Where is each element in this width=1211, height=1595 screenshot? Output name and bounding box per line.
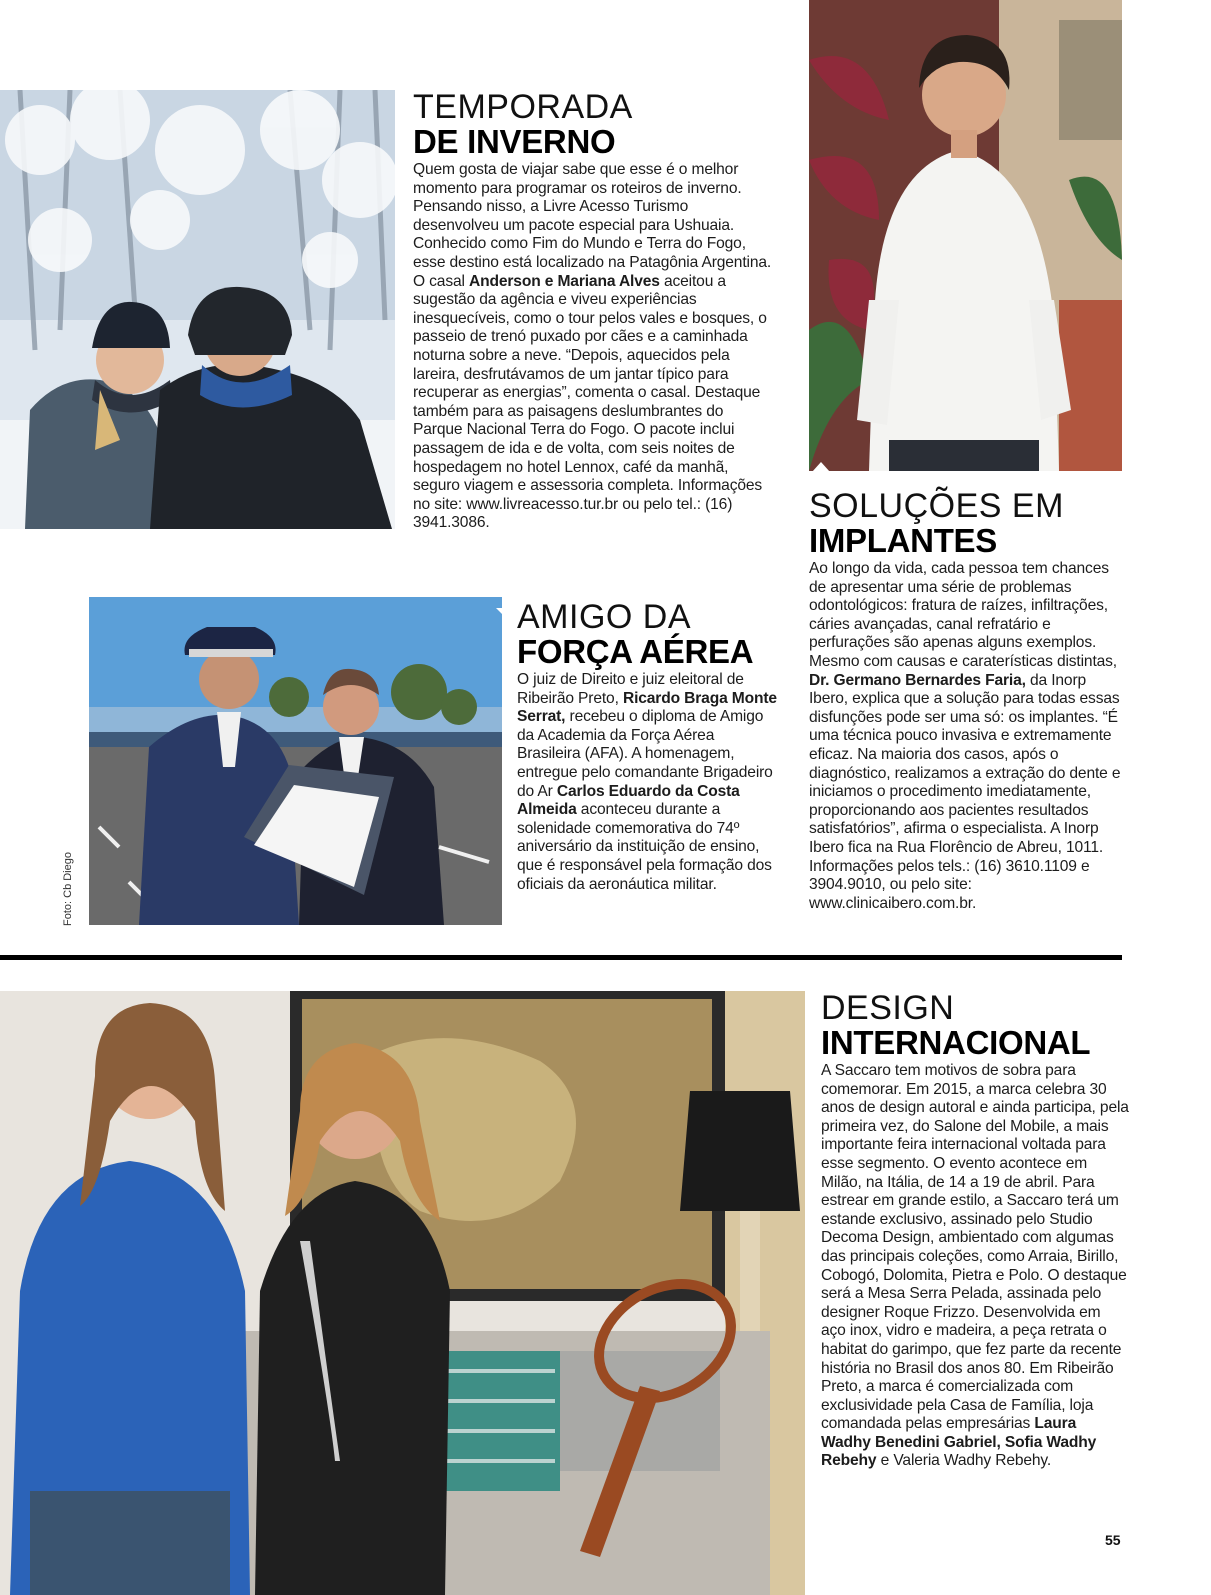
section-divider xyxy=(0,955,1122,960)
article-kicker: TEMPORADA xyxy=(413,88,633,126)
article-temporada-de-inverno xyxy=(413,90,773,533)
photo-credit: Foto: Cb Diego xyxy=(62,852,74,926)
article-solucoes-em-implantes xyxy=(809,489,1129,913)
caption-pointer xyxy=(486,608,506,618)
winter-couple-photo xyxy=(0,90,395,529)
article-kicker: SOLUÇÕES EM xyxy=(809,487,1064,525)
article-headline: IMPLANTES xyxy=(809,522,997,559)
caption-pointer xyxy=(812,462,830,472)
air-force-ceremony-photo xyxy=(89,597,502,925)
dentist-portrait-photo xyxy=(809,0,1122,471)
saccaro-showroom-photo xyxy=(0,991,805,1595)
article-body: Quem gosta de viajar sabe que esse é o melhor momento para programar os roteiros de inverno. Pensando nisso, a Livre Acesso Turismo desenvolveu um pacote especial para Ushuaia. Conhecido como Fim do Mundo e Terra do Fogo, esse destino está localizado na Patagônia Argentina. O casal Anderson e Mariana Alves aceitou a sugestão da agência e viveu experiências inesquecíveis, como o tour pelos vales e bosques, o passeio de trenó puxado por cães e a caminhada noturna sobre a neve. “Depois, aquecidos pela lareira, desfrutávamos de um jantar típico para recuperar as energias”, comenta o casal. Destaque também para as paisagens deslumbrantes do Parque Nacional Terra do Fogo. O pacote inclui passagem de ida e de volta, com seis noites de hospedagem no hotel Lennox, café da manhã, seguro viagem e assessoria completa. Informações no site: www.livreacesso.tur.br ou pelo tel.: (16) 3941.3086. xyxy=(413,161,772,532)
article-design-internacional xyxy=(821,991,1129,1471)
article-headline: INTERNACIONAL xyxy=(821,1024,1091,1061)
article-headline: DE INVERNO xyxy=(413,123,616,160)
article-kicker: AMIGO DA xyxy=(517,598,692,636)
article-body: Ao longo da vida, cada pessoa tem chances de apresentar uma série de problemas odontológicos: fratura de raízes, infiltrações, cáries avançadas, canal refratário e perfurações são apenas alguns exemplos. Mesmo com causas e caraterísticas distintas, Dr. Germano Bernardes Faria, da Inorp Ibero, explica que a solução para todas essas disfunções pode ser uma só: os implantes. “É uma técnica pouco invasiva e extremamente eficaz. Na maioria dos casos, após o diagnóstico, realizamos a extração do dente e iniciamos o procedimento imediatamente, proporcionando aos pacientes resultados satisfatórios”, afirma o especialista. A Inorp Ibero fica na Rua Florêncio de Abreu, 1011. Informações pelos tels.: (16) 3610.1109 e 3904.9010, ou pelo site: www.clinicaibero.com.br. xyxy=(809,560,1121,912)
article-amigo-da-forca-aerea xyxy=(517,600,779,894)
article-body: O juiz de Direito e juiz eleitoral de Ribeirão Preto, Ricardo Braga Monte Serrat, recebeu o diploma de Amigo da Academia da Força Aérea Brasileira (AFA). A homenagem, entregue pelo comandante Brigadeiro do Ar Carlos Eduardo da Costa Almeida aconteceu durante a solenidade comemorativa do 74º aniversário da instituição de ensino, que é responsável pela formação dos oficiais da aeronáutica militar. xyxy=(517,671,777,893)
page-number: 55 xyxy=(1105,1532,1121,1548)
article-body: A Saccaro tem motivos de sobra para comemorar. Em 2015, a marca celebra 30 anos de design autoral e ainda participa, pela primeira vez, do Salone del Mobile, a mais importante feira internacional voltada para esse segmento. O evento acontece em Milão, na Itália, de 14 a 19 de abril. Para estrear em grande estilo, a Saccaro terá um estande exclusivo, assinado pelo Studio Decoma Design, ambientado com algumas das principais coleções, como Arraia, Birillo, Cobogó, Dolomita, Pietra e Polo. O destaque será a Mesa Serra Pelada, assinada pelo designer Roque Frizzo. Desenvolvida em aço inox, vidro e madeira, a peça retrata o habitat do garimpo, que fez parte da recente história no Brasil dos anos 80. Em Ribeirão Preto, a marca é comercializada com exclusividade pela Casa de Família, loja comandada pelas empresárias Laura Wadhy Benedini Gabriel, Sofia Wadhy Rebehy e Valeria Wadhy Rebehy. xyxy=(821,1062,1129,1470)
article-headline: FORÇA AÉREA xyxy=(517,633,754,670)
article-kicker: DESIGN xyxy=(821,989,955,1027)
